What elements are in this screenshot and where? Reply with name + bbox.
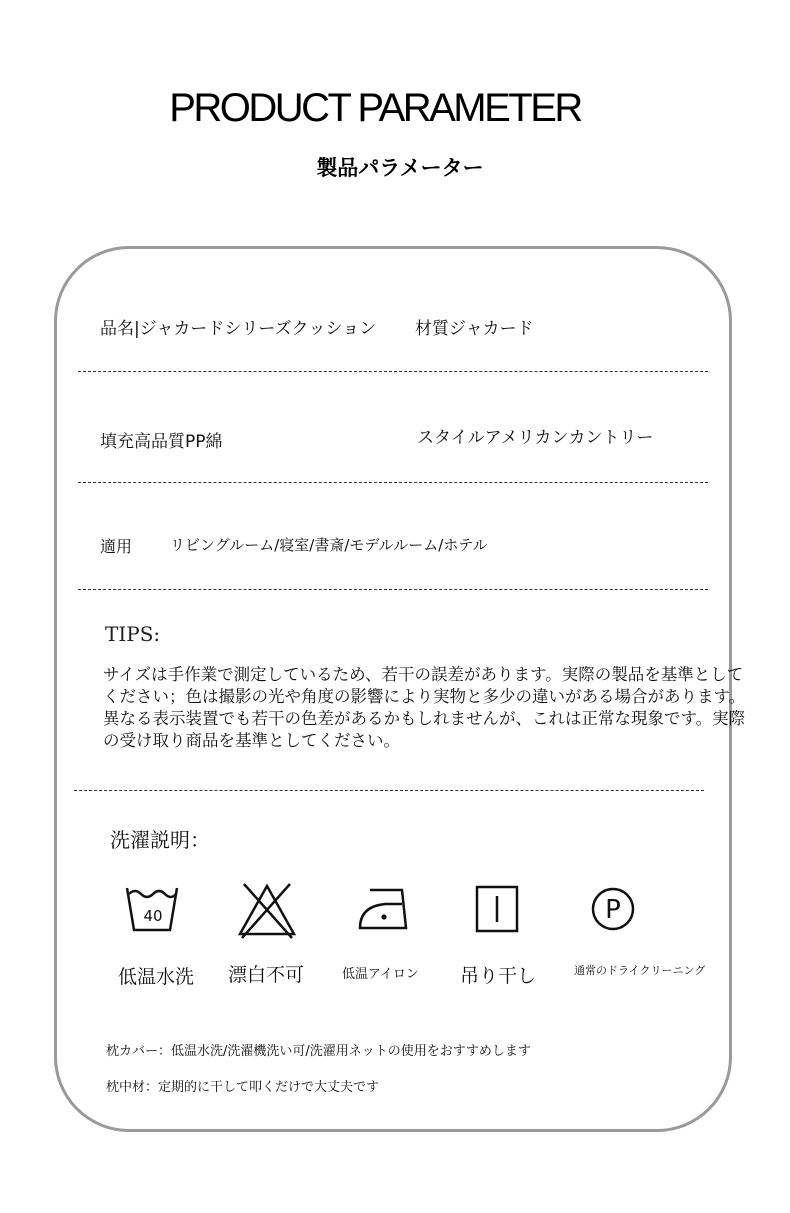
divider: [74, 790, 704, 791]
product-style: スタイルアメリカンカントリー: [417, 428, 654, 448]
care-label-wash: 低温水洗: [118, 966, 195, 988]
dry-clean-letter: P: [605, 895, 621, 925]
tips-body: サイズは手作業で測定しているため、若干の誤差があります。実際の製品を基準としてください；色は撮影の光や角度の影響により実物と多少の違いがある場合があります。異なる表示装置でも若干の色差があるかもしれませんが、これは正常な現象です。実際の受け取り商品を基準としてください。: [103, 665, 746, 750]
care-label-dry-clean: 通常のドライクリーニング: [574, 964, 706, 977]
page-title: PRODUCT PARAMETER: [169, 86, 581, 130]
divider: [78, 482, 708, 483]
inner-care-note: 枕中材：定期的に干して叩くだけで大丈夫です: [106, 1080, 380, 1095]
no-bleach-icon: [236, 880, 298, 940]
care-label-dry: 吊り干し: [460, 965, 537, 987]
line-dry-icon: [474, 884, 520, 934]
cover-care-note: 枕カバー：低温水洗/洗濯機洗い可/洗濯用ネットの使用をおすすめします: [106, 1044, 531, 1059]
product-material: 材質ジャカード: [415, 319, 534, 339]
wash-tub-40-icon: [124, 880, 180, 936]
iron-low-icon: [356, 884, 412, 934]
usage-label: 適用: [100, 537, 133, 556]
divider: [78, 371, 708, 372]
divider: [78, 589, 708, 590]
page-subtitle: 製品パラメーター: [316, 156, 484, 180]
wash-temp-number: 40: [143, 907, 163, 925]
care-heading: 洗濯説明：: [110, 828, 210, 852]
product-name: 品名|ジャカードシリーズクッション: [100, 319, 377, 339]
tips-heading: TIPS:: [105, 622, 161, 646]
dry-clean-p-icon: [589, 885, 637, 933]
care-label-bleach: 漂白不可: [228, 964, 305, 986]
care-label-iron: 低温アイロン: [342, 967, 419, 982]
product-filling: 填充高品質PP綿: [100, 432, 223, 452]
usage-value: リビングルーム/寝室/書斎/モデルルーム/ホテル: [170, 536, 488, 554]
